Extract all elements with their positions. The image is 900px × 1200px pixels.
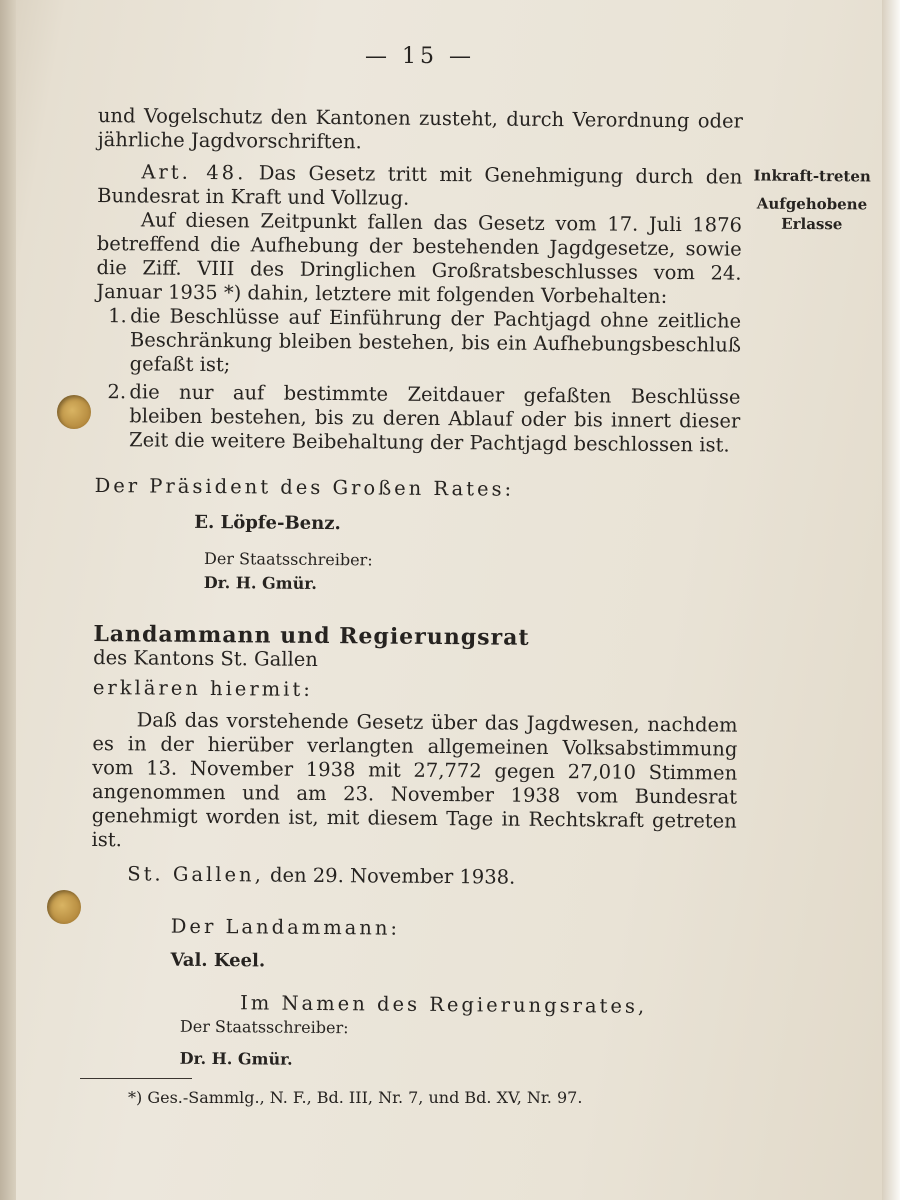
- margin-note-aufgehobene-erlasse: Aufgehobene Erlasse: [756, 194, 868, 234]
- clerk-title-2: Der Staatsschreiber:: [179, 1016, 349, 1038]
- clerk-name-2: Dr. H. Gmür.: [179, 1048, 293, 1069]
- on-behalf-line: Im Namen des Regierungsrates,: [240, 991, 648, 1018]
- place: St. Gallen,: [127, 862, 264, 887]
- list-item-text: die nur auf bestimmte Zeitdauer gefaßten Beschlüsse bleiben bestehen, bis zu deren Ablauf oder bis innert dieser Zeit die weitere Beibehaltung der Pachtjagd beschlossen ist.: [128, 380, 741, 457]
- clerk-name: Dr. H. Gmür.: [203, 572, 317, 593]
- president-title: Der Präsident des Großen Rates:: [94, 473, 515, 501]
- page-edge-right: [882, 0, 900, 1200]
- margin-note-inkrafttreten: Inkraft-treten: [753, 166, 871, 186]
- paragraph-repeal: Auf diesen Zeitpunkt fallen das Gesetz vom 17. Juli 1876 betreffend die Aufhebung der bestehenden Jagdgesetze, sowie die Ziff. VIII des Dringlichen Großratsbeschlusses vom 24. Januar 1935 *) dahin, letztere mit folgenden Vorbehalten:: [96, 208, 743, 308]
- article-text: Das Gesetz tritt mit Genehmigung durch den Bundesrat in Kraft und Vollzug.: [97, 161, 743, 210]
- proclamation-heading: Landammann und Regierungsrat: [93, 620, 530, 651]
- paragraph-continuation: und Vogelschutz den Kantonen zusteht, durch Verordnung oder jährliche Jagdvorschriften.: [97, 104, 743, 154]
- punch-hole-icon: [57, 395, 91, 429]
- footnote: *) Ges.-Sammlg., N. F., Bd. III, Nr. 7, und Bd. XV, Nr. 97.: [128, 1088, 583, 1107]
- punch-hole-icon: [47, 890, 81, 924]
- page-number: — 15 —: [365, 44, 475, 69]
- landammann-title: Der Landammann:: [170, 914, 401, 940]
- footnote-divider: [80, 1078, 192, 1079]
- list-item-number: 1.: [108, 304, 127, 328]
- proclamation-text: Daß das vorstehende Gesetz über das Jagdwesen, nachdem es in der hierüber verlangten allgemeinen Volksabstimmung vom 13. November 1938 mit 27,772 gegen 27,010 Stimmen angenommen und am 23. November 1938 vom Bundesrat genehmigt worden ist, mit diesem Tage in Rechtskraft getreten ist.: [91, 708, 738, 852]
- article-label: Art. 48.: [141, 160, 247, 185]
- proclamation-declare: erklären hiermit:: [92, 675, 313, 701]
- page-shadow-left: [0, 0, 16, 1200]
- list-item: [95, 380, 741, 458]
- place-date: [91, 862, 736, 892]
- reservation-list: [95, 304, 741, 458]
- paragraph-art48: [97, 160, 742, 214]
- list-item-text: die Beschlüsse auf Einführung der Pachtjagd ohne zeitliche Beschränkung bleiben bestehen, bis ein Aufhebungsbeschluß gefaßt ist;: [129, 304, 742, 377]
- landammann-name: Val. Keel.: [170, 949, 266, 972]
- list-item-number: 2.: [107, 380, 127, 404]
- margin-notes: [752, 165, 873, 236]
- main-text: [90, 104, 743, 1076]
- list-item: [96, 304, 742, 382]
- proclamation-subheading: des Kantons St. Gallen: [93, 645, 318, 671]
- clerk-title: Der Staatsschreiber:: [203, 548, 373, 570]
- president-name: E. Löpfe-Benz.: [194, 511, 341, 535]
- date: den 29. November 1938.: [269, 863, 516, 889]
